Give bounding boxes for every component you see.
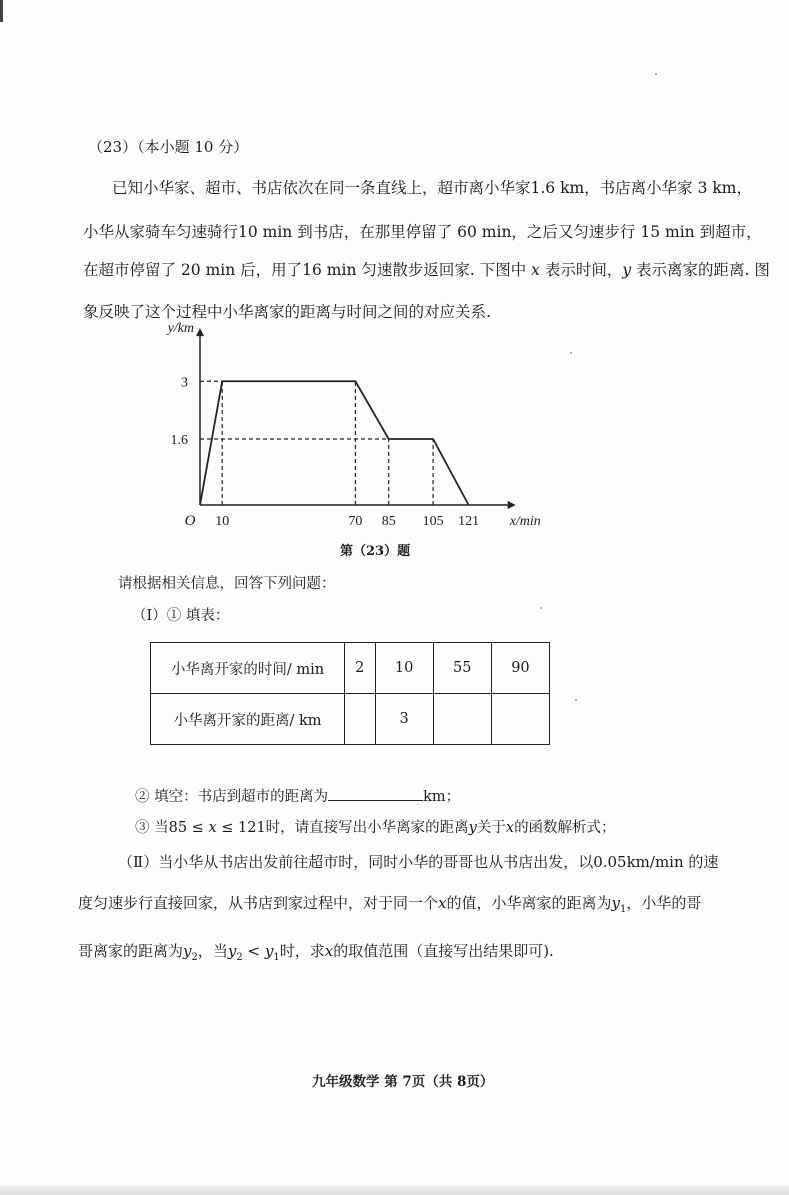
speck xyxy=(655,73,657,75)
question-2: ② 填空：书店到超市的距离为 km； xyxy=(135,786,460,808)
table-row-header: 小华离开家的时间/ min xyxy=(151,643,345,694)
problem-line-2: 小华从家骑车匀速骑行10 min 到书店，在那里停留了 60 min，之后又匀速步行 15 min 到超市， xyxy=(83,223,762,241)
page-footer: 九年级数学 第 7页（共 8页） xyxy=(312,1074,494,1090)
x-tick-label: 121 xyxy=(458,514,480,529)
table-cell: 3 xyxy=(375,694,433,745)
y-tick-label: 1.6 xyxy=(170,433,188,448)
distance-time-chart xyxy=(150,321,610,535)
page-edge xyxy=(0,0,3,22)
table-cell: 55 xyxy=(433,643,491,694)
problem-line-3: 在超市停留了 20 min 后，用了16 min 匀速散步返回家. 下图中 x 表示时间，y 表示离家的距离. 图 xyxy=(83,261,770,279)
problem-line-1: 已知小华家、超市、书店依次在同一条直线上，超市离小华家1.6 km，书店离小华家 3 km， xyxy=(112,179,752,197)
table-row xyxy=(151,643,550,694)
origin-label: O xyxy=(184,513,196,529)
chart-caption: 第（23）题 xyxy=(340,544,411,559)
table-cell: 90 xyxy=(491,643,549,694)
x-tick-label: 85 xyxy=(381,514,396,529)
table-cell-blank[interactable] xyxy=(433,694,491,745)
table-cell: 10 xyxy=(375,643,433,694)
x-tick-label: 70 xyxy=(348,514,363,529)
series-line xyxy=(200,381,469,505)
problem-line-4: 象反映了这个过程中小华离家的距离与时间之间的对应关系. xyxy=(83,303,491,321)
table-row-header: 小华离开家的距离/ km xyxy=(151,694,345,745)
table-cell-blank[interactable] xyxy=(491,694,549,745)
part1-label: （Ⅰ）① 填表： xyxy=(132,608,230,624)
x-tick-label: 10 xyxy=(215,514,230,529)
y-axis-label: y/km xyxy=(167,321,194,337)
speck xyxy=(540,607,542,609)
fill-table xyxy=(150,642,550,745)
questions-prompt: 请根据相关信息，回答下列问题： xyxy=(118,576,336,592)
speck xyxy=(575,699,577,701)
table-cell-blank[interactable] xyxy=(345,694,376,745)
question-3: ③ 当85 ≤ x ≤ 121时，请直接写出小华离家的距离y关于x的函数解析式； xyxy=(135,820,616,836)
table-cell: 2 xyxy=(345,643,376,694)
answer-blank[interactable] xyxy=(328,786,423,801)
part2-line-3: 哥离家的距离为$y_2$，当$y_2 < y_1$时，求x的取值范围（直接写出结果即可). xyxy=(78,942,554,963)
x-tick-label: 105 xyxy=(422,514,444,529)
page-bottom-edge xyxy=(0,1185,789,1195)
question-header: （23）（本小题 10 分） xyxy=(88,138,249,156)
table-row xyxy=(151,694,550,745)
part2-line-1: （Ⅱ）当小华从书店出发前往超市时，同时小华的哥哥也从书店出发，以0.05km/min 的速 xyxy=(118,853,719,871)
part2-line-2: 度匀速步行直接回家，从书店到家过程中，对于同一个x的值，小华离家的距离为$y_1$，小华的哥 xyxy=(78,894,702,915)
y-axis-arrow xyxy=(196,328,204,336)
x-axis-label: x/min xyxy=(509,514,541,529)
y-tick-label: 3 xyxy=(181,375,188,391)
x-axis-arrow xyxy=(508,501,516,509)
